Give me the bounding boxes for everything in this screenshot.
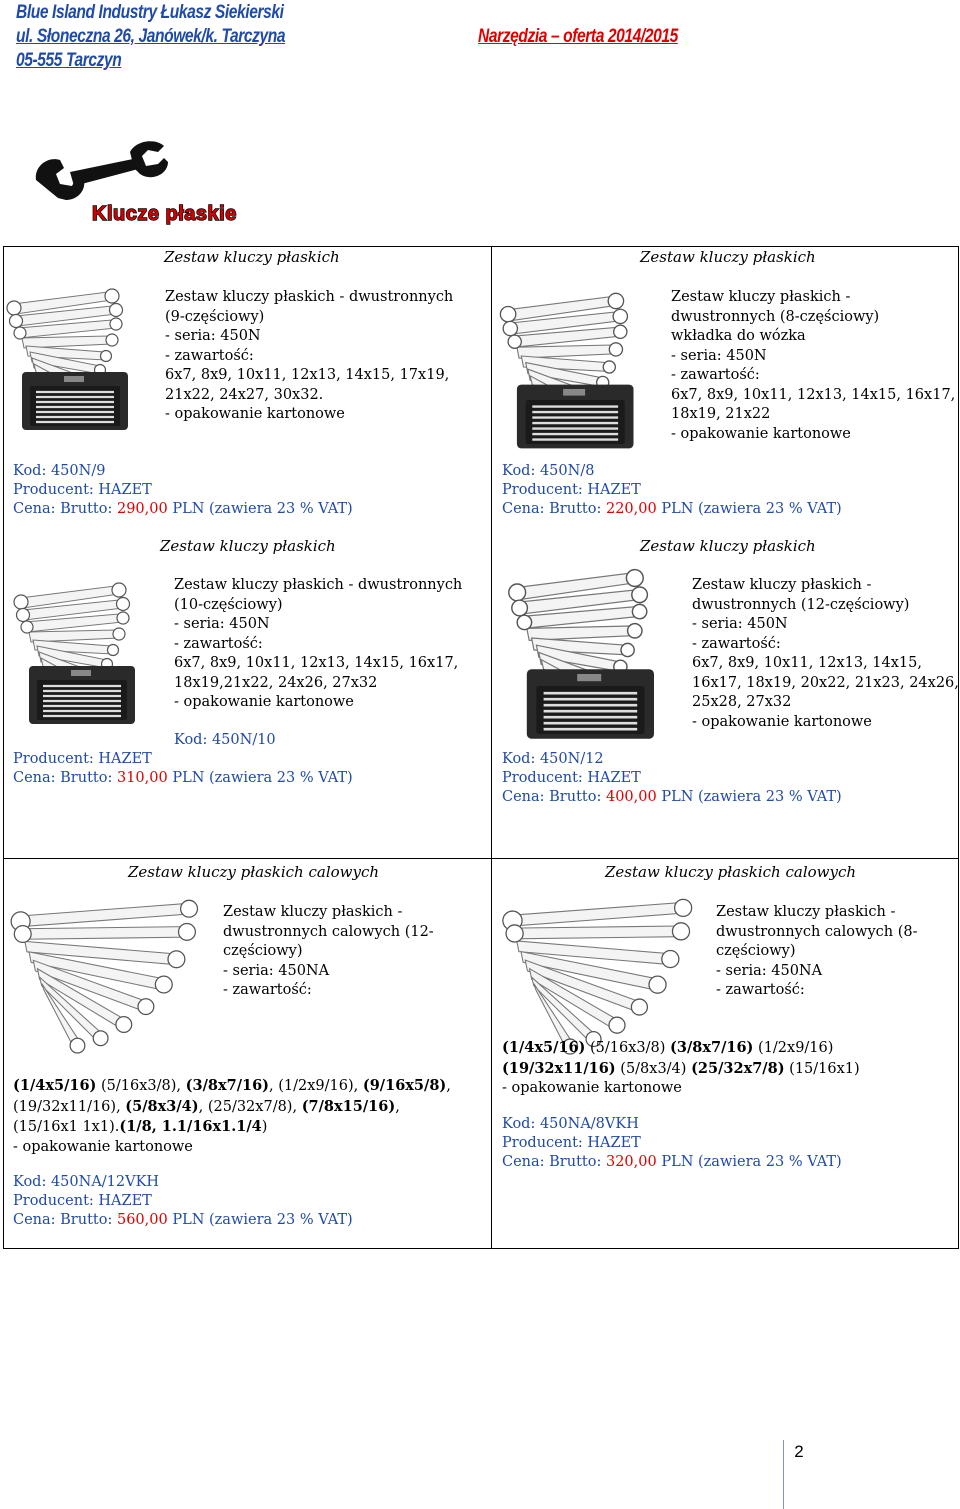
desc-line: - zawartość: [671, 367, 760, 383]
section-title: Zestaw kluczy płaskich calowych [128, 863, 380, 881]
product-code: Kod: 450NA/8VKH [502, 1116, 639, 1132]
product-description [692, 576, 959, 732]
logo-text: Klucze płaskie [92, 203, 237, 225]
desc-line: - zawartość: [165, 347, 254, 364]
section-title: Zestaw kluczy płaskich [640, 248, 816, 266]
desc-line: Zestaw kluczy płaskich - [692, 577, 872, 593]
desc-line: - seria: 450NA [716, 962, 823, 979]
product-producer: Producent: HAZET [13, 1193, 152, 1209]
product-producer: Producent: HAZET [502, 1135, 641, 1151]
sizes-line: (1/4x5/16) (5/16x3/8), (3/8x7/16), (1/2x9/16), (9/16x5/8), [13, 1077, 451, 1094]
product-price: Cena: Brutto: 400,00 PLN (zawiera 23 % VAT) [502, 789, 842, 805]
desc-line: 6x7, 8x9, 10x11, 12x13, 14x15, 16x17, [174, 655, 459, 671]
desc-line: - zawartość: [174, 635, 263, 652]
desc-line: - zawartość: [692, 635, 781, 652]
packaging: - opakowanie kartonowe [502, 1080, 682, 1096]
product-price: Cena: Brutto: 290,00 PLN (zawiera 23 % VAT) [13, 501, 353, 517]
product-producer: Producent: HAZET [13, 751, 152, 767]
desc-line: 21x22, 24x27, 30x32. [165, 386, 324, 403]
desc-line: - opakowanie kartonowe [174, 694, 354, 710]
section-title: Zestaw kluczy płaskich calowych [605, 863, 857, 881]
product-producer: Producent: HAZET [13, 482, 152, 498]
desc-line: - seria: 450N [692, 616, 788, 632]
company-name: Blue Island Industry Łukasz Siekierski [16, 2, 284, 23]
product-description [716, 903, 918, 1001]
sizes-line: (1/4x5/16) (5/16x3/8) (3/8x7/16) (1/2x9/16) [502, 1039, 834, 1056]
wrench-logo-icon [30, 138, 320, 228]
company-city: 05-555 Tarczyn [16, 50, 122, 71]
desc-line: - seria: 450N [671, 347, 767, 364]
desc-line: Zestaw kluczy płaskich - dwustronnych [165, 289, 454, 305]
product-description [223, 903, 434, 1001]
section-title: Zestaw kluczy płaskich [160, 537, 336, 555]
packaging: - opakowanie kartonowe [13, 1138, 193, 1155]
product-producer: Producent: HAZET [502, 482, 641, 498]
desc-line: Zestaw kluczy płaskich - [716, 904, 896, 920]
desc-line: 6x7, 8x9, 10x11, 12x13, 14x15, 16x17, [671, 386, 956, 403]
product-code: Kod: 450N/9 [13, 463, 106, 479]
product-code: Kod: 450NA/12VKH [13, 1174, 160, 1190]
page-number-rule [783, 1440, 784, 1509]
desc-line: wkładka do wózka [671, 328, 806, 344]
desc-line: 6x7, 8x9, 10x11, 12x13, 14x15, 17x19, [165, 367, 450, 383]
product-description [671, 288, 955, 444]
section-title: Zestaw kluczy płaskich [164, 248, 340, 266]
product-code: Kod: 450N/10 [174, 732, 276, 748]
sizes-line: (15/16x1 1x1).(1/8, 1.1/16x1.1/4) [13, 1118, 268, 1135]
desc-line: - opakowanie kartonowe [671, 425, 851, 442]
product-description [165, 288, 453, 425]
product-description [174, 576, 462, 713]
wrench-set-image [496, 894, 706, 1054]
desc-line: - zawartość: [716, 982, 805, 998]
product-price: Cena: Brutto: 560,00 PLN (zawiera 23 % VAT) [13, 1212, 353, 1228]
wrench-set-image [498, 566, 678, 746]
wrench-set-image [8, 894, 208, 1054]
product-producer: Producent: HAZET [502, 770, 641, 786]
desc-line: dwustronnych (12-częściowy) [692, 596, 910, 613]
desc-line: dwustronnych calowych (12- [223, 923, 434, 940]
product-code: Kod: 450N/12 [502, 751, 604, 767]
desc-line: - seria: 450NA [223, 962, 330, 979]
desc-line: częściowy) [223, 943, 303, 959]
desc-line: (10-częściowy) [174, 596, 283, 613]
desc-line: 16x17, 18x19, 20x22, 21x23, 24x26, [692, 674, 959, 691]
section-title: Zestaw kluczy płaskich [640, 537, 816, 555]
product-price: Cena: Brutto: 310,00 PLN (zawiera 23 % VAT) [13, 770, 353, 786]
desc-line: Zestaw kluczy płaskich - dwustronnych [174, 577, 463, 593]
company-address: ul. Słoneczna 26, Janówek/k. Tarczyna [16, 26, 286, 47]
desc-line: dwustronnych (8-częściowy) [671, 308, 880, 325]
desc-line: (9-częściowy) [165, 308, 265, 325]
desc-line: dwustronnych calowych (8- [716, 923, 918, 940]
product-price: Cena: Brutto: 320,00 PLN (zawiera 23 % VAT) [502, 1154, 842, 1170]
desc-line: częściowy) [716, 943, 796, 959]
desc-line: - seria: 450N [174, 616, 270, 632]
desc-line: 18x19, 21x22 [671, 406, 771, 422]
desc-line: - seria: 450N [165, 328, 261, 344]
inch-sizes [13, 1076, 451, 1157]
desc-line: 6x7, 8x9, 10x11, 12x13, 14x15, [692, 655, 922, 671]
desc-line: - opakowanie kartonowe [692, 713, 872, 730]
product-code: Kod: 450N/8 [502, 463, 595, 479]
desc-line: Zestaw kluczy płaskich - [671, 289, 851, 305]
wrench-set-image [498, 290, 648, 455]
sizes-line: (19/32x11/16), (5/8x3/4), (25/32x7/8), (7/8x15/16), [13, 1097, 400, 1115]
inch-sizes [502, 1038, 860, 1099]
desc-line: Zestaw kluczy płaskich - [223, 904, 403, 920]
desc-line: - zawartość: [223, 982, 312, 998]
wrench-set-image [8, 286, 138, 436]
page-number: 2 [794, 1442, 804, 1461]
sizes-line: (19/32x11/16) (5/8x3/4) (25/32x7/8) (15/16x1) [502, 1059, 860, 1077]
desc-line: 25x28, 27x32 [692, 694, 792, 710]
wrench-set-image [10, 580, 150, 730]
desc-line: 18x19,21x22, 24x26, 27x32 [174, 674, 378, 691]
catalog-title: Narzędzia – oferta 2014/2015 [478, 26, 678, 47]
product-price: Cena: Brutto: 220,00 PLN (zawiera 23 % VAT) [502, 501, 842, 517]
desc-line: - opakowanie kartonowe [165, 406, 345, 422]
